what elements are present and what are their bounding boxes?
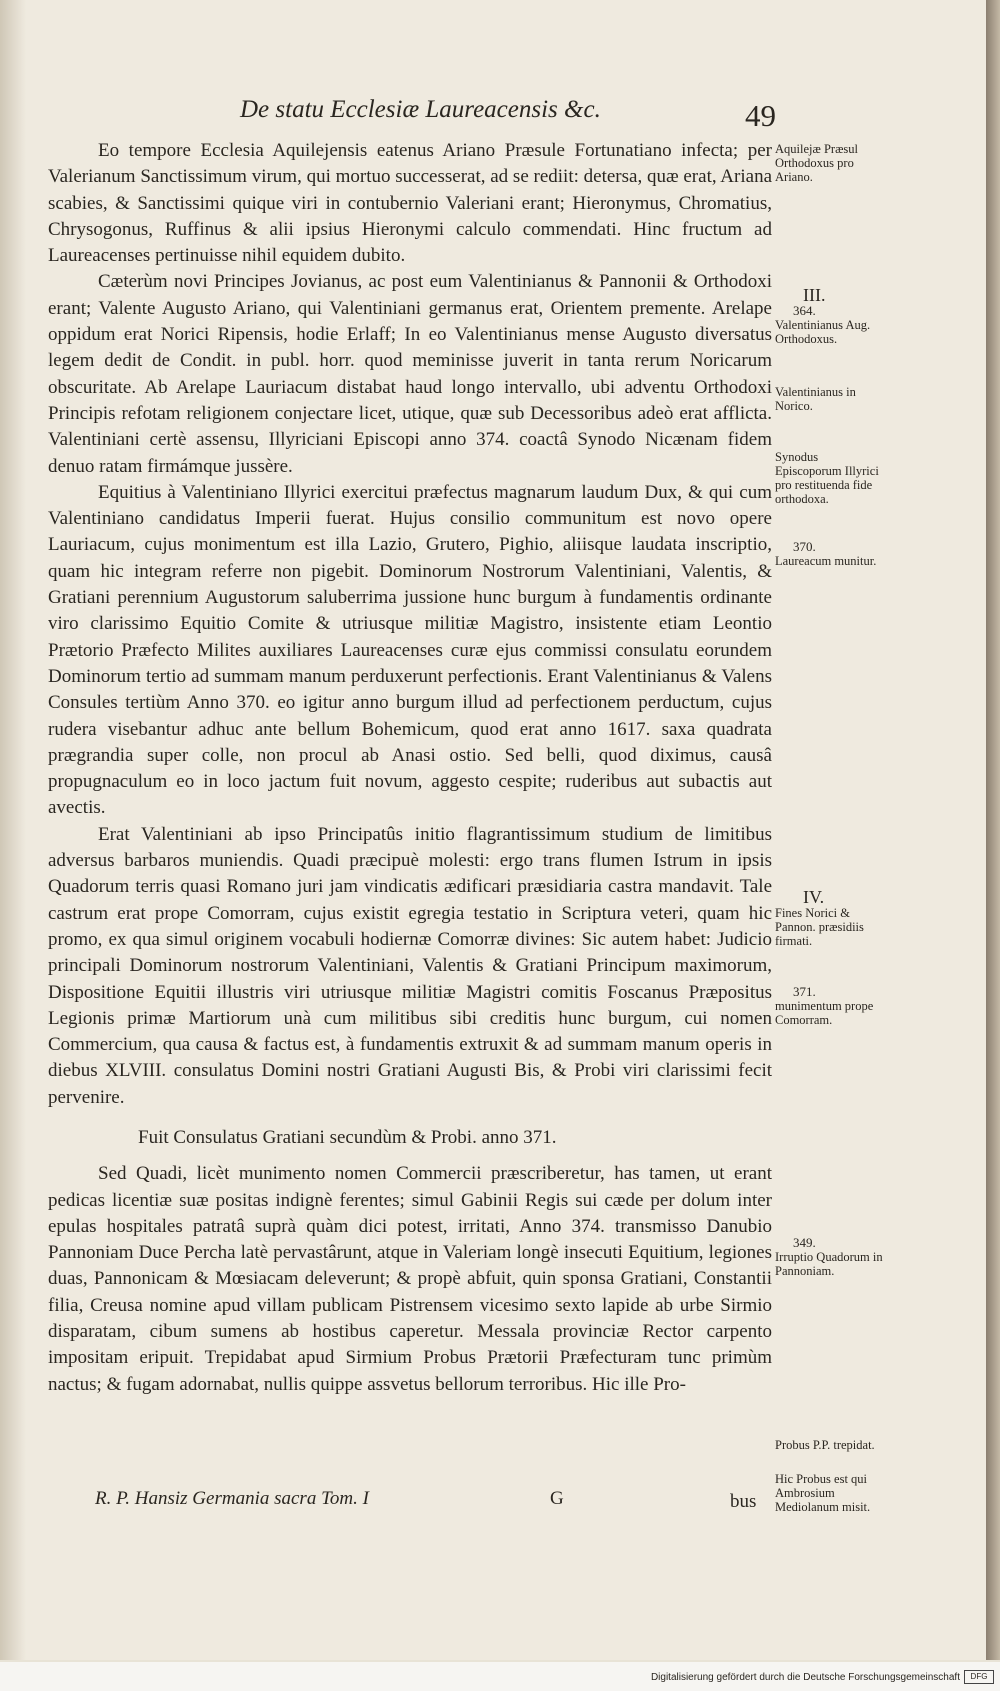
paragraph: Erat Valentiniani ab ipso Principatûs initio flagrantissimum studium de limitibus adversus barbaros muniendis. Quadi præcipuè molesti: ergo trans flumen Istrum in ipsis Quadorum terris quasi Romano juri jam vindicatis ædificari præsidiaria castra mandavit. Tale castrum erat prope Comorram, cujus existit egregia testatio in Scriptura veteri, quam hic promo, ex qua simul originem vocabuli hodiernæ Comorræ divines: Sic autem habet: Judicio principali Dominorum nostrorum Valentiniani, Valentis & Gratiani Principum maximorum, Dispositione Equitii illustris viri utriusque militiæ Magistri comitis Foscanus Præpositus Legionis primæ Martiorum unà cum militibus sibi creditis hunc burgum, cui nomen Commercium, qua causa & factus est, à fundamentis extruxit & ad summam manum operis in diebus XLVIII. consulatus Domini nostri Gratiani Augusti Bis, & Probi viri clarissimi fecit pervenire. bbox=[48, 823, 772, 1108]
signature-text: R. P. Hansiz Germania sacra Tom. I bbox=[95, 1488, 369, 1509]
catchword: bus bbox=[730, 1491, 757, 1512]
paragraph-consulate: Fuit Consulatus Gratiani secundùm & Probi. anno 371. bbox=[138, 1126, 557, 1148]
marginal-note: Synodus Episcoporum Illyrici pro restituenda fide orthodoxa. bbox=[775, 450, 879, 506]
marginal-year: 364. bbox=[793, 303, 816, 318]
marginal-note: Aquilejæ Præsul Orthodoxus pro Ariano. bbox=[775, 142, 858, 184]
signature-mark: G bbox=[550, 1488, 564, 1509]
funding-credit: Digitalisierung gefördert durch die Deutsche Forschungsgemeinschaft bbox=[650, 1672, 960, 1683]
marginal-note: IV. Fines Norici & Pannon. præsidiis firmati. bbox=[775, 890, 885, 948]
marginal-note: Valentinianus in Norico. bbox=[775, 385, 856, 413]
section-number: IV. bbox=[803, 887, 825, 907]
paragraph: Sed Quadi, licèt munimento nomen Commercii præscriberetur, has tamen, ut erant pedicas licentiæ suæ positas indignè ferentes; simul Gabinii Regis sui cæde per dolum inter epulas hospitales patratâ suprà quàm dici potest, irritati, Anno 374. transmisso Danubio Pannoniam Duce Percha latè pervastârunt, atque in Valeriam longè insecuti Equitium, legiones duas, Pannonicam & Mœsiacam deleverunt; & propè abfuit, quin sponsa Gratiani, Constantii filia, Creusa nomine apud villam publicam Pistrensem vicesimo sexto lapide ab urbe Sirmio disparatam, cibum sumens ab hostibus caperetur. Messala provinciæ Rector carpento impositam eripuit. Trepidabat apud Sirmium Probus Prætorii Præfecturam tunc primùm nactus; & fugam adornabat, nullis quippe assvetus bellorum terroribus. Hic ille Pro- bbox=[48, 1163, 772, 1395]
main-text bbox=[48, 138, 772, 1398]
marginal-note: Probus P.P. trepidat. bbox=[775, 1438, 875, 1452]
marginal-year: 349. bbox=[793, 1235, 816, 1250]
marginal-year: 370. bbox=[793, 539, 816, 554]
marginal-note: 370. Laureacum munitur. bbox=[775, 540, 885, 568]
marginal-note: Hic Probus est qui Ambrosium Mediolanum misit. bbox=[775, 1472, 871, 1514]
page-number: 49 bbox=[745, 98, 776, 133]
printer-signature-line bbox=[95, 1488, 795, 1510]
marginal-note: 349. Irruptio Quadorum in Pannoniam. bbox=[775, 1236, 885, 1278]
marginal-year: 371. bbox=[793, 984, 816, 999]
paragraph: Eo tempore Ecclesia Aquilejensis eatenus Ariano Præsule Fortunatiano infecta; per Valerianum Sanctissimum virum, qui mortuo successerat, ad se rediit: detersa, quæ erat, Ariana scabies, & Sanctissimi quique viri in contubernio Valeriani erant; Hieronymus, Chromatius, Chrysogonus, Ruffinus & alii ipsius Hieronymi calculo commendati. Hinc fructum ad Laureacenses pertinuisse nihil equidem dubito. bbox=[48, 140, 772, 267]
marginal-note: 371. munimentum prope Comorram. bbox=[775, 985, 885, 1027]
page-gutter-shadow bbox=[0, 0, 26, 1660]
digitization-footer bbox=[0, 1662, 1000, 1691]
paragraph: Equitius à Valentiniano Illyrici exercitui præfectus magnarum laudum Dux, & qui cum Valentiniano candidatus Imperii fuerat. Hujus consilio communitum est novo opere Lauriacum, cujus monimentum est illa Lazio, Grutero, Pighio, aliisque laudata inscriptio, quam hic integram referre non pigebit. Dominorum Nostrorum Valentiniani, Valentis, & Gratiani perennium Augustorum saluberrima jussione hunc burgum à fundamentis ordinante viro clarissimo Equitio Comite & utriusque militiæ Magistro, insistente etiam Leontio Prætorio Præfecto Milites auxiliares Laureacenses curæ ejus commissi consulatu eorundem Dominorum tertio ad summam manum perduxerunt perfectionis. Erant Valentinianus & Valens Consules tertiùm Anno 370. eo igitur anno burgum illud ad perfectionem perductum, cujus rudera visebantur adhuc ante bellum Bohemicum, quod erat anno 1617. saxa quadrata prægrandia super colle, non procul ab Anasi ostio. Sed belli, quod diximus, causâ propugnaculum eo in loco jactum fuit novum, aggesto cespite; ruderibus aut subactis aut avectis. bbox=[48, 481, 772, 819]
page-edge bbox=[986, 0, 1000, 1660]
dfg-logo-icon: DFG bbox=[964, 1670, 994, 1684]
running-title: De statu Ecclesiæ Laureacensis &c. bbox=[240, 96, 601, 123]
paragraph: Cæterùm novi Principes Jovianus, ac post eum Valentinianus & Pannonii & Orthodoxi erant; Valente Augusto Ariano, qui Valentiniani germanus erat, Orientem premente. Arelape oppidum erat Norici Ripensis, hodie Erlaff; In eo Valentinianus mense Augusto diversatus legem dedit de Condit. in publ. horr. quod meminisse juverit in tanta rerum Noricarum obscuritate. Ab Arelape Lauriacum distabat haud longo intervallo, ubi adventu Orthodoxi Principis refotam religionem conjectare licet, utique, quæ sub Decessoribus adeò erat afflicta. Valentiniani certè assensu, Illyriciani Episcopi anno 374. coactâ Synodo Nicænam fidem denuo ratam firmámque jussère. bbox=[48, 271, 772, 477]
marginal-note: III. 364. Valentinianus Aug. Orthodoxus. bbox=[775, 288, 885, 346]
section-number: III. bbox=[803, 285, 826, 305]
